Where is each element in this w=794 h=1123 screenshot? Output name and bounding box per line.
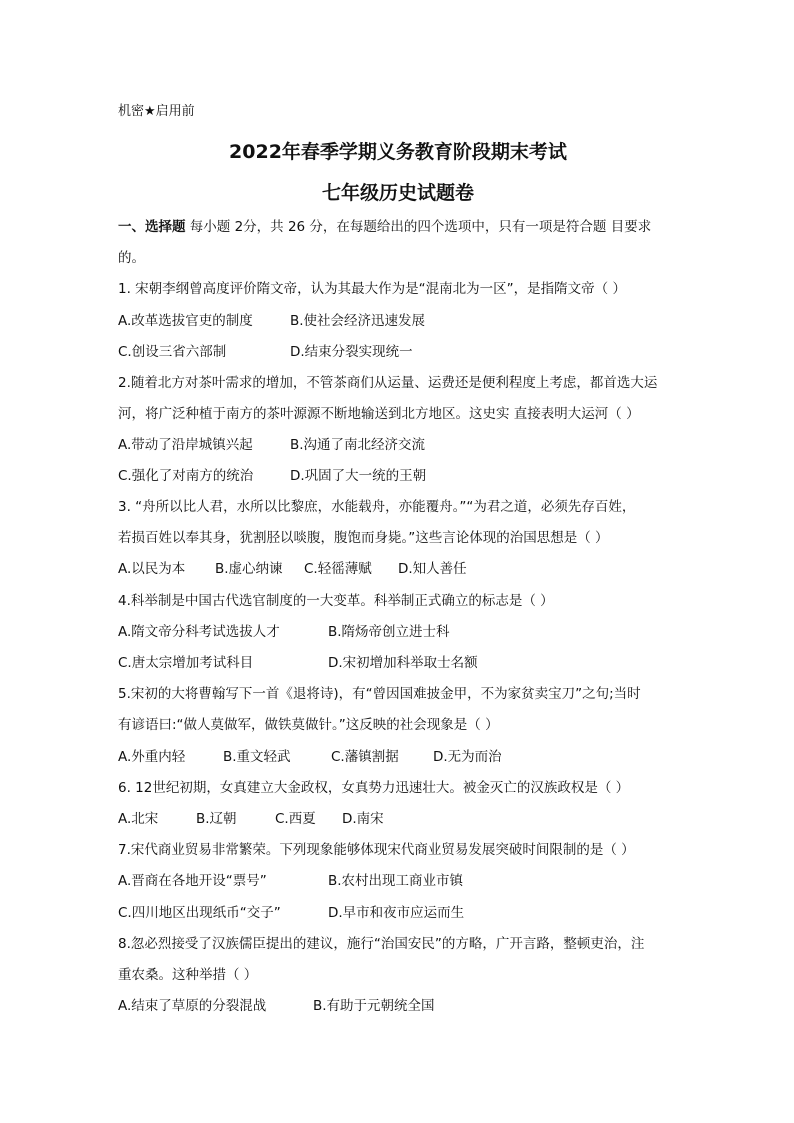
section-instructions <box>118 217 651 237</box>
question-6-option-d: D.南宋 <box>342 811 384 827</box>
question-3-stem-line2: 若损百姓以奉其身，犹割胫以啖腹，腹饱而身毙。”这些言论体现的治国思想是（ ） <box>118 530 609 546</box>
question-7-option-a: A.晋商在各地开设“票号” <box>118 873 267 889</box>
question-4-option-d: D.宋初增加科举取士名额 <box>328 655 478 671</box>
question-4-stem: 4.科举制是中国古代选官制度的一大变革。科举制正式确立的标志是（ ） <box>118 593 554 609</box>
section-desc-line1: 每小题 2分，共 26 分，在每题给出的四个选项中，只有一项是符合题 目要求 <box>185 219 652 235</box>
exam-subtitle: 七年级历史试题卷 <box>321 182 474 204</box>
question-6-option-b: B.辽朝 <box>196 811 237 827</box>
section-desc-line2: 的。 <box>118 250 145 266</box>
question-5-option-d: D.无为而治 <box>433 749 502 765</box>
question-8-stem-line2: 重农桑。这种举措（ ） <box>118 967 258 983</box>
question-3-option-d: D.知人善任 <box>398 561 467 577</box>
question-7-stem: 7.宋代商业贸易非常繁荣。下列现象能够体现宋代商业贸易发展突破时间限制的是（ ） <box>118 842 635 858</box>
question-4-option-a: A.隋文帝分科考试选拔人才 <box>118 624 280 640</box>
question-5-stem-line1: 5.宋初的大将曹翰写下一首《退将诗)，有“曾因国难披金甲，不为家贫卖宝刀”之句;当时 <box>118 686 641 702</box>
question-7-option-d: D.早市和夜市应运而生 <box>328 905 465 921</box>
question-5-option-b: B.重文轻武 <box>223 749 291 765</box>
question-2-stem-line1: 2.随着北方对茶叶需求的增加，不管茶商们从运量、运费还是便利程度上考虑，都首选大运 <box>118 375 658 391</box>
question-2-option-a: A.带动了沿岸城镇兴起 <box>118 437 253 453</box>
question-1-stem: 1. 宋朝李纲曾高度评价隋文帝，认为其最大作为是“混南北为一区”，是指隋文帝（ ） <box>118 281 626 297</box>
question-5-option-c: C.藩镇割据 <box>331 749 399 765</box>
question-2-stem-line2: 河，将广泛种植于南方的茶叶源源不断地输送到北方地区。这史实 直接表明大运河（ ） <box>118 406 640 422</box>
question-4-option-b: B.隋炀帝创立进士科 <box>328 624 450 640</box>
exam-title: 2022年春季学期义务教育阶段期末考试 <box>229 141 567 163</box>
confidential-label: 机密★启用前 <box>118 104 195 119</box>
question-1-option-b: B.使社会经济迅速发展 <box>290 313 426 329</box>
question-4-option-c: C.唐太宗增加考试科目 <box>118 655 254 671</box>
question-1-option-c: C.创设三省六部制 <box>118 344 227 360</box>
question-1-option-d: D.结束分裂实现统一 <box>290 344 413 360</box>
question-1-option-a: A.改革选拔官吏的制度 <box>118 313 253 329</box>
question-7-option-c: C.四川地区出现纸币“交子” <box>118 905 281 921</box>
question-6-option-a: A.北宋 <box>118 811 159 827</box>
question-2-option-d: D.巩固了大一统的王朝 <box>290 468 427 484</box>
question-2-option-b: B.沟通了南北经济交流 <box>290 437 426 453</box>
question-3-stem-line1: 3. “舟所以比人君，水所以比黎庶，水能载舟，亦能覆舟。”“为君之道，必须先存百姓， <box>118 499 636 515</box>
question-5-option-a: A.外重内轻 <box>118 749 186 765</box>
question-3-option-b: B.虚心纳谏 <box>215 561 283 577</box>
question-8-option-b: B.有助于元朝统全国 <box>313 998 435 1014</box>
question-3-option-a: A.以民为本 <box>118 561 186 577</box>
question-5-stem-line2: 有谚语曰:“做人莫做军，做铁莫做针。”这反映的社会现象是（ ） <box>118 717 499 733</box>
question-6-option-c: C.西夏 <box>275 811 316 827</box>
question-8-stem-line1: 8.忽必烈接受了汉族儒臣提出的建议，施行“治国安民”的方略，广开言路，整顿吏治，注 <box>118 936 645 952</box>
question-2-option-c: C.强化了对南方的统治 <box>118 468 254 484</box>
question-6-stem: 6. 12世纪初期，女真建立大金政权，女真势力迅速壮大。被金灭亡的汉族政权是（ ） <box>118 780 630 796</box>
question-7-option-b: B.农村出现工商业市镇 <box>328 873 464 889</box>
section-label: 一、选择题 <box>118 219 186 235</box>
question-3-option-c: C.轻徭薄赋 <box>304 561 372 577</box>
question-8-option-a: A.结束了草原的分裂混战 <box>118 998 267 1014</box>
